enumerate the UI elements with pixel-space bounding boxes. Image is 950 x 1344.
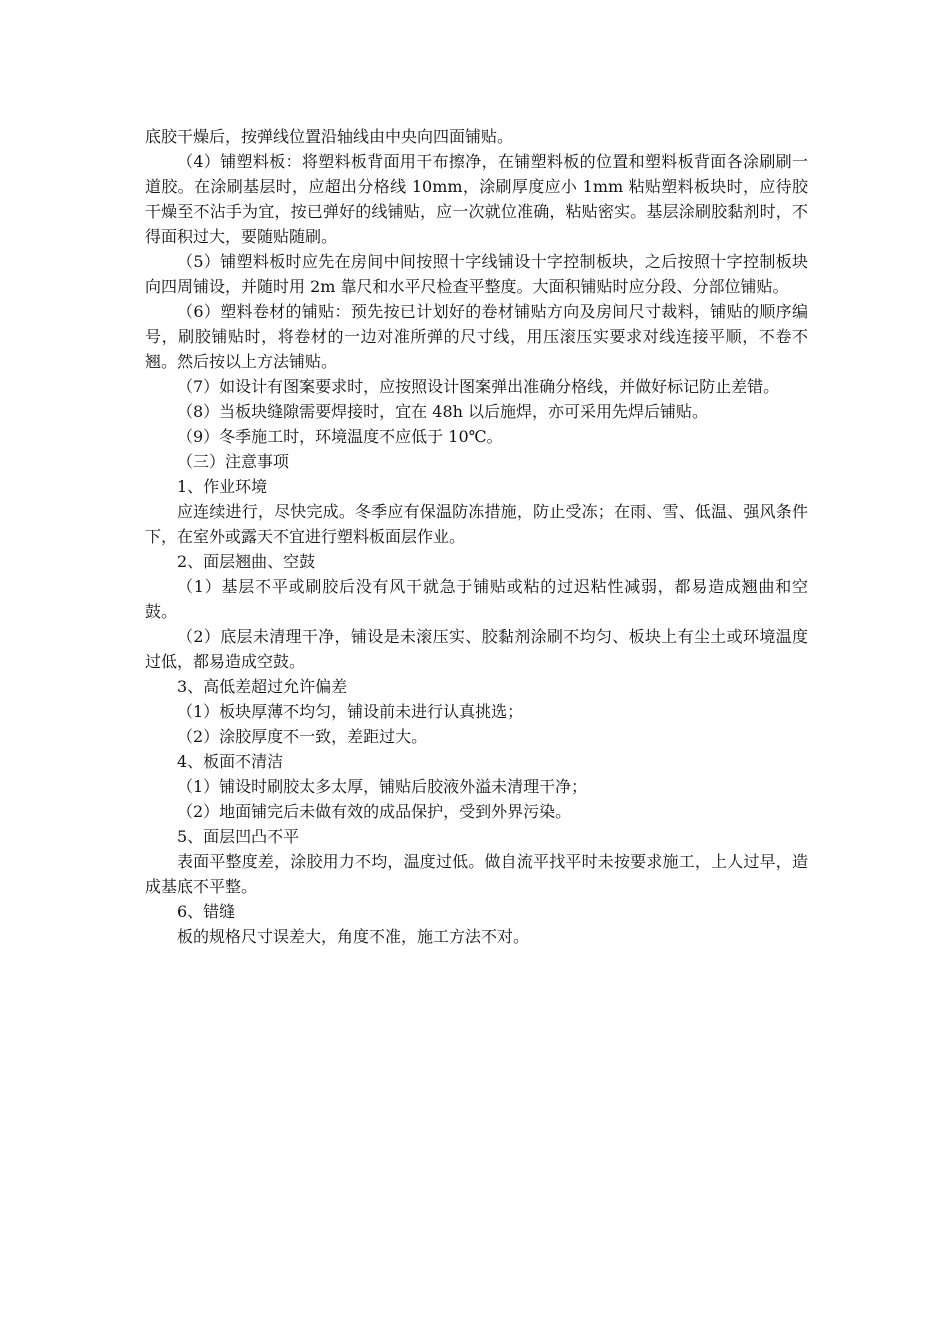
section-heading-notes: （三）注意事项: [177, 452, 290, 471]
subheading-4: 4、板面不清洁: [177, 752, 284, 771]
paragraph-16: （2）涂胶厚度不一致，差距过大。: [177, 727, 428, 746]
paragraph-10: 应连续进行，尽快完成。冬季应有保温防冻措施，防止受冻；在雨、雪、低温、强风条件下，在室外或露天不宜进行塑料板面层作业。: [145, 502, 808, 546]
paragraph-6: （8）当板块缝隙需要焊接时，宜在 48h 以后施焊，亦可采用先焊后铺贴。: [177, 402, 709, 421]
paragraph-18: （1）铺设时刷胶太多太厚，铺贴后胶液外溢未清理干净；: [177, 777, 588, 796]
subheading-3: 3、高低差超过允许偏差: [177, 677, 348, 696]
paragraph-21: 表面平整度差，涂胶用力不均，温度过低。做自流平找平时未按要求施工，上人过早，造成基底不平整。: [145, 852, 808, 896]
paragraph-1: 底胶干燥后，按弹线位置沿轴线由中央向四面铺贴。: [145, 127, 514, 146]
paragraph-13: （2）底层未清理干净，铺设是未滚压实、胶黏剂涂刷不均匀、板块上有尘土或环境温度过低，都易造成空鼓。: [145, 627, 808, 671]
paragraph-19: （2）地面铺完后未做有效的成品保护，受到外界污染。: [177, 802, 572, 821]
document-body: [145, 124, 808, 949]
paragraph-23: 板的规格尺寸误差大，角度不准，施工方法不对。: [177, 927, 530, 946]
subheading-5: 5、面层凹凸不平: [177, 827, 300, 846]
subheading-6: 6、错缝: [177, 902, 236, 921]
paragraph-15: （1）板块厚薄不均匀，铺设前未进行认真挑选；: [177, 702, 524, 721]
paragraph-3: （5）铺塑料板时应先在房间中间按照十字线铺设十字控制板块，之后按照十字控制板块向四周铺设，并随时用 2m 靠尺和水平尺检查平整度。大面积铺贴时应分段、分部位铺贴。: [145, 252, 808, 296]
paragraph-2: （4）铺塑料板：将塑料板背面用干布擦净，在铺塑料板的位置和塑料板背面各涂刷刷一道胶。在涂刷基层时，应超出分格线 10mm，涂刷厚度应小 1mm 粘贴塑料板块时，应待胶干燥至不沾手为宜，按已弹好的线铺贴，应一次就位准确，粘贴密实。基层涂刷胶黏剂时，不得面积过大，要随贴随刷。: [145, 152, 808, 246]
paragraph-4: （6）塑料卷材的铺贴：预先按已计划好的卷材铺贴方向及房间尺寸裁料，铺贴的顺序编号，刷胶铺贴时，将卷材的一边对准所弹的尺寸线，用压滚压实要求对线连接平顺，不卷不翘。然后按以上方法铺贴。: [145, 302, 808, 371]
paragraph-12: （1）基层不平或刷胶后没有风干就急于铺贴或粘的过迟粘性减弱，都易造成翘曲和空鼓。: [145, 577, 808, 621]
paragraph-7: （9）冬季施工时，环境温度不应低于 10℃。: [177, 427, 503, 446]
subheading-2: 2、面层翘曲、空鼓: [177, 552, 316, 571]
paragraph-5: （7）如设计有图案要求时，应按照设计图案弹出准确分格线，并做好标记防止差错。: [177, 377, 780, 396]
subheading-1: 1、作业环境: [177, 477, 268, 496]
